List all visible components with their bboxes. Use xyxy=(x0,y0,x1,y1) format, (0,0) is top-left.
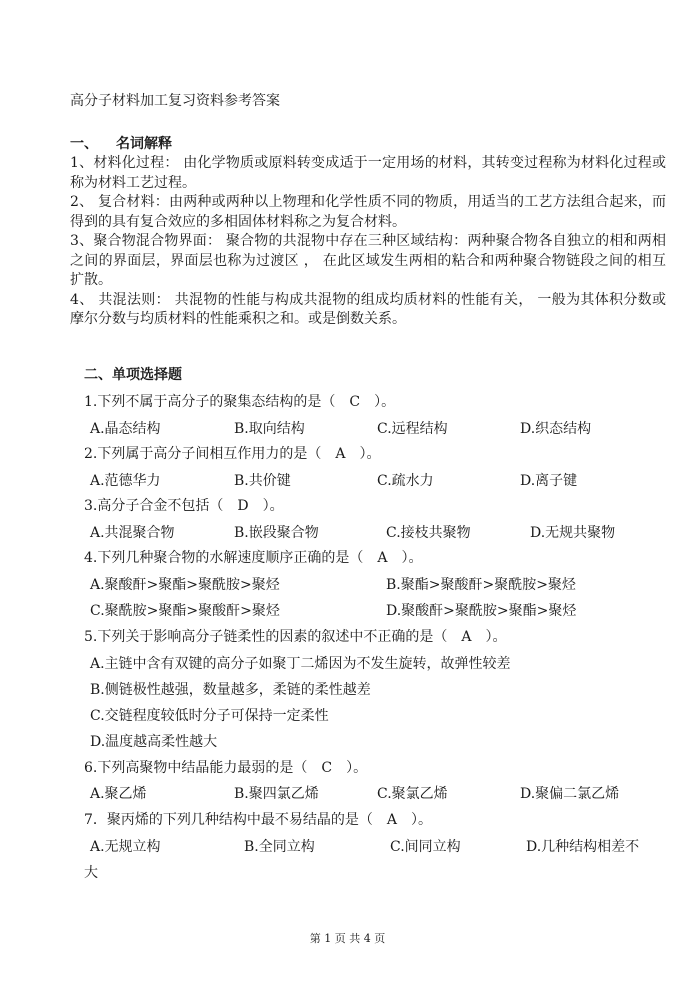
option-b: B.全同立构 xyxy=(244,839,315,855)
section-number: 一、 xyxy=(70,136,98,152)
definition-item: 4、 共混法则： 共混物的性能与构成共混物的组成均质材料的性能有关， 一般为其体积分数或摩尔分数与均质材料的性能乘积之和。或是倒数关系。 xyxy=(70,291,666,327)
question-5: 5.下列关于影响高分子链柔性的因素的叙述中不正确的是（ A ）。 xyxy=(84,629,507,645)
option-a: A.无规立构 xyxy=(90,839,161,855)
option-b: B.嵌段聚合物 xyxy=(234,525,319,541)
option-d: D.温度越高柔性越大 xyxy=(90,734,218,750)
section-title: 名词解释 xyxy=(116,136,172,152)
option-b: B.取向结构 xyxy=(234,421,305,437)
question-4: 4.下列几种聚合物的水解速度顺序正确的是（ A ）。 xyxy=(84,550,423,566)
document-title: 高分子材料加工复习资料参考答案 xyxy=(70,93,280,109)
option-d: D.聚酸酐>聚酰胺>聚酯>聚烃 xyxy=(386,603,577,619)
option-b: B.共价键 xyxy=(234,473,291,489)
option-c: C.间同立构 xyxy=(390,839,461,855)
question-2: 2.下列属于高分子间相互作用力的是（ A ）。 xyxy=(84,446,381,462)
option-b: B.聚酯>聚酸酐>聚酰胺>聚烃 xyxy=(386,577,576,593)
option-d: D.几种结构相差不 xyxy=(526,839,640,855)
option-a: A.聚酸酐>聚酯>聚酰胺>聚烃 xyxy=(90,577,280,593)
option-c: C.聚酰胺>聚酯>聚酸酐>聚烃 xyxy=(90,603,280,619)
definition-item: 2、 复合材料：由两种或两种以上物理和化学性质不同的物质，用适当的工艺方法组合起来，而得到的具有复合效应的多相固体材料称之为复合材料。 xyxy=(70,194,666,230)
question-7: 7．聚丙烯的下列几种结构中最不易结晶的是（ A ）。 xyxy=(84,812,433,828)
definition-item: 3、聚合物混合物界面： 聚合物的共混物中存在三种区域结构：两种聚合物各自独立的相和两相之间的界面层，界面层也称为过渡区 ， 在此区域发生两相的粘合和两种聚合物链段之间的相互扩散。 xyxy=(70,233,666,288)
definition-item: 1、材料化过程： 由化学物质或原料转变成适于一定用场的材料，其转变过程称为材料化过程或称为材料工艺过程。 xyxy=(70,155,666,191)
option-d: D.织态结构 xyxy=(520,421,592,437)
option-c: C.远程结构 xyxy=(377,421,448,437)
option-b: B.聚四氯乙烯 xyxy=(234,786,319,802)
question-6: 6.下列高聚物中结晶能力最弱的是（ C ）。 xyxy=(84,760,368,776)
option-c: C.疏水力 xyxy=(377,473,434,489)
page-footer: 第 1 页 共 4 页 xyxy=(309,932,386,945)
section-heading-definitions xyxy=(70,133,172,153)
option-c: C.交链程度较低时分子可保持一定柔性 xyxy=(90,708,329,724)
option-d: D.聚偏二氯乙烯 xyxy=(520,786,620,802)
question-3: 3.高分子合金不包括（ D ）。 xyxy=(84,498,284,514)
option-b: B.侧链极性越强，数量越多，柔链的柔性越差 xyxy=(90,682,371,698)
option-d: D.无规共聚物 xyxy=(530,525,616,541)
option-c: C.接枝共聚物 xyxy=(386,525,471,541)
section-heading-choice: 二、单项选择题 xyxy=(84,367,182,383)
option-a: A.共混聚合物 xyxy=(90,525,175,541)
option-a: A.晶态结构 xyxy=(90,421,161,437)
option-c: C.聚氯乙烯 xyxy=(377,786,448,802)
option-a: A.主链中含有双键的高分子如聚丁二烯因为不发生旋转，故弹性较差 xyxy=(90,656,511,672)
option-d: D.离子键 xyxy=(520,473,578,489)
option-d-continuation: 大 xyxy=(84,865,98,881)
question-1: 1.下列不属于高分子的聚集态结构的是（ C ）。 xyxy=(84,394,396,410)
option-a: A.聚乙烯 xyxy=(90,786,147,802)
definitions-list xyxy=(70,154,666,330)
option-a: A.范德华力 xyxy=(90,473,161,489)
